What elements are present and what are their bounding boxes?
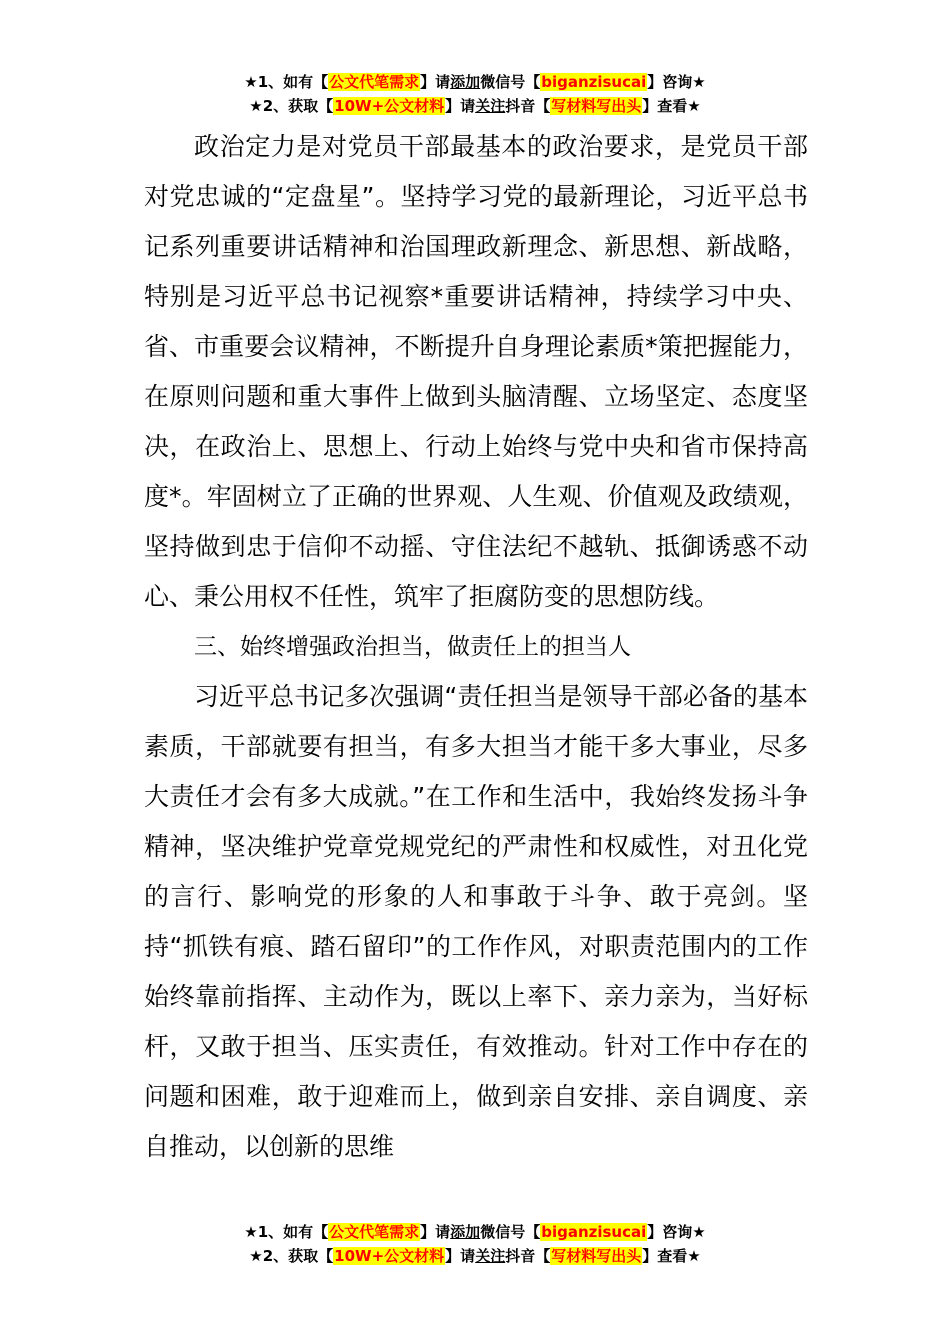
star-icon: ★	[244, 73, 258, 91]
wechat-id: biganzisucai	[541, 73, 647, 91]
banner-text: 】咨询	[647, 73, 693, 91]
star-icon: ★	[244, 1223, 258, 1241]
paragraph-responsibility: 习近平总书记多次强调“责任担当是领导干部必备的基本素质，干部就要有担当，有多大担当才能干多大事业，尽多大责任才会有多大成就。”在工作和生活中，我始终发扬斗争精神，坚决维护党章党规党纪的严肃性和权威性，对丑化党的言行、影响党的形象的人和事敢于斗争、敢于亮剑。坚持“抓铁有痕、踏石留印”的工作作风，对职责范围内的工作始终靠前指挥、主动作为，既以上率下、亲力亲为，当好标杆，又敢于担当、压实责任，有效推动。针对工作中存在的问题和困难，敢于迎难而上，做到亲自安排、亲自调度、亲自推动，以创新的思维	[144, 682, 808, 1161]
banner-text: 】请	[420, 73, 451, 91]
banner-text: 】查看	[642, 1247, 688, 1265]
star-icon: ★	[249, 97, 263, 115]
banner-line-1	[0, 70, 950, 94]
douyin-account: 写材料写出头	[551, 1247, 642, 1265]
underlined-text: 关注	[475, 97, 506, 115]
banner-text: 】请	[445, 1247, 476, 1265]
star-icon: ★	[692, 1223, 706, 1241]
douyin-account: 写材料写出头	[551, 97, 642, 115]
banner-text: 微信号【	[480, 73, 541, 91]
star-icon: ★	[687, 1247, 701, 1265]
banner-text: 1、如有【	[257, 1223, 329, 1241]
banner-text: 1、如有【	[257, 73, 329, 91]
banner-text: 微信号【	[480, 1223, 541, 1241]
header-banner	[0, 70, 950, 118]
banner-text: 2、获取【	[262, 1247, 334, 1265]
banner-text: 】请	[420, 1223, 451, 1241]
banner-text: 抖音【	[505, 1247, 551, 1265]
banner-line-1	[0, 1220, 950, 1244]
star-icon: ★	[687, 97, 701, 115]
banner-text: 抖音【	[505, 97, 551, 115]
wechat-id: biganzisucai	[541, 1223, 647, 1241]
star-icon: ★	[249, 1247, 263, 1265]
banner-text: 2、获取【	[262, 97, 334, 115]
underlined-text: 关注	[475, 1247, 506, 1265]
section-heading: 三、始终增强政治担当，做责任上的担当人	[194, 634, 631, 660]
banner-line-2	[0, 1244, 950, 1268]
document-body	[144, 122, 808, 1172]
paragraph-political-stability: 政治定力是对党员干部最基本的政治要求，是党员干部对党忠诚的“定盘星”。坚持学习党的最新理论，习近平总书记系列重要讲话精神和治国理政新理念、新思想、新战略，特别是习近平总书记视察*重要讲话精神，持续学习中央、省、市重要会议精神，不断提升自身理论素质*策把握能力，在原则问题和重大事件上做到头脑清醒、立场坚定、态度坚决，在政治上、思想上、行动上始终与党中央和省市保持高度*。牢固树立了正确的世界观、人生观、价值观及政绩观，坚持做到忠于信仰不动摇、守住法纪不越轨、抵御诱惑不动心、秉公用权不任性，筑牢了拒腐防变的思想防线。	[144, 132, 808, 611]
highlight-text: 10W+公文材料	[334, 97, 445, 115]
banner-text: 】请	[445, 97, 476, 115]
highlight-text: 10W+公文材料	[334, 1247, 445, 1265]
underlined-text: 添加	[450, 73, 481, 91]
star-icon: ★	[692, 73, 706, 91]
footer-banner	[0, 1220, 950, 1268]
banner-text: 】咨询	[647, 1223, 693, 1241]
banner-line-2	[0, 94, 950, 118]
highlight-text: 公文代笔需求	[329, 73, 420, 91]
underlined-text: 添加	[450, 1223, 481, 1241]
highlight-text: 公文代笔需求	[329, 1223, 420, 1241]
banner-text: 】查看	[642, 97, 688, 115]
